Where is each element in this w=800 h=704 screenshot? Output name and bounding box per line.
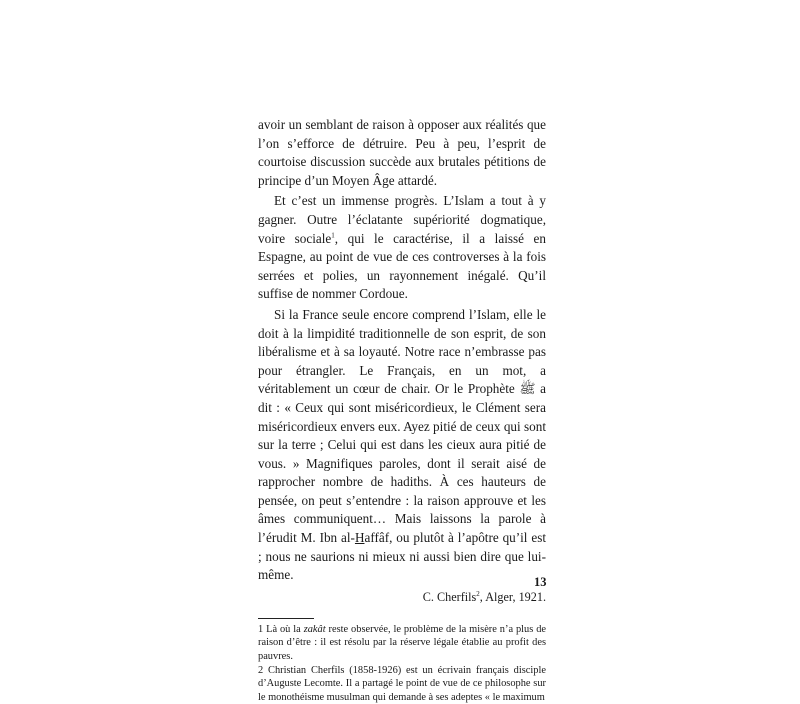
signature-author: C. Cherfils [422,589,477,604]
signature [258,589,546,606]
underlined-h: H [354,530,365,546]
page-text-block [258,116,546,704]
paragraph-2-text-end: , qui le caractérise, il a laissé en Espagne, au point de vue de ces controverses à la fois serrées et polies, un rayonnement inégalé. Qu’il suffise de nommer Cordoue. [258,230,546,302]
footnote-ref-1: 1 [331,231,335,240]
signature-place-date: , Alger, 1921. [479,589,546,604]
paragraph-3-text-end: affâf, ou plutôt à l’apôtre qu’il est ; nous ne saurions ni mieux ni aussi bien dire que lui-même. [258,530,546,583]
footnote-ref-2: 2 [476,589,480,598]
paragraph-3 [258,306,546,585]
footnote-2: 2 Christian Cherfils (1858-1926) est un écrivain français disciple d’Auguste Lecomte. Il a partagé le point de vue de ce philosophe sur le monothéisme musulman qui demande à ses adeptes « le maximum [258,664,546,703]
footnote-divider [258,618,314,619]
paragraph-1: avoir un semblant de raison à opposer aux réalités que l’on s’efforce de détruire. Peu à peu, l’esprit de courtoise discussion succède aux brutales pétitions de principe d’un Moyen Âge attardé. [258,117,546,188]
paragraph-2-text-start: Et c’est un immense progrès. L’Islam a tout à y gagner. Outre l’éclatante supériorité dogmatique, voire sociale [258,193,546,246]
footnote-1-italic-term: zakât [303,623,326,635]
footnote-1-start: 1 Là où la [258,623,304,635]
footnote-1 [258,623,546,664]
page-number: 13 [534,575,547,589]
paragraph-2 [258,192,546,304]
paragraph-3-text-start: Si la France seule encore comprend l’Islam, elle le doit à la limpidité traditionnelle de son esprit, de son libéralisme et à sa loyauté. Notre race n’embrasse pas pour étrangler. Le Français, en un mot, a véritablement un cœur de chair. Or le Prophète ﷺ a dit : « Ceux qui sont miséricordieux, le Clément sera miséricordieux envers eux. Ayez pitié de ceux qui sont sur la terre ; Celui qui est dans les cieux aura pitié de vous. » Magnifiques paroles, dont il serait aisé de rapprocher nombre de hadiths. À ces hauteurs de pensée, on peut s’entendre : la raison approuve et les âmes communiquent… Mais laissons la parole à l’érudit M. Ibn al- [258,306,546,546]
footnote-1-end: reste observée, le problème de la misère n’a plus de raison d’être : il est résolu par la réserve légale établie au profit des pauvres. [258,623,546,663]
